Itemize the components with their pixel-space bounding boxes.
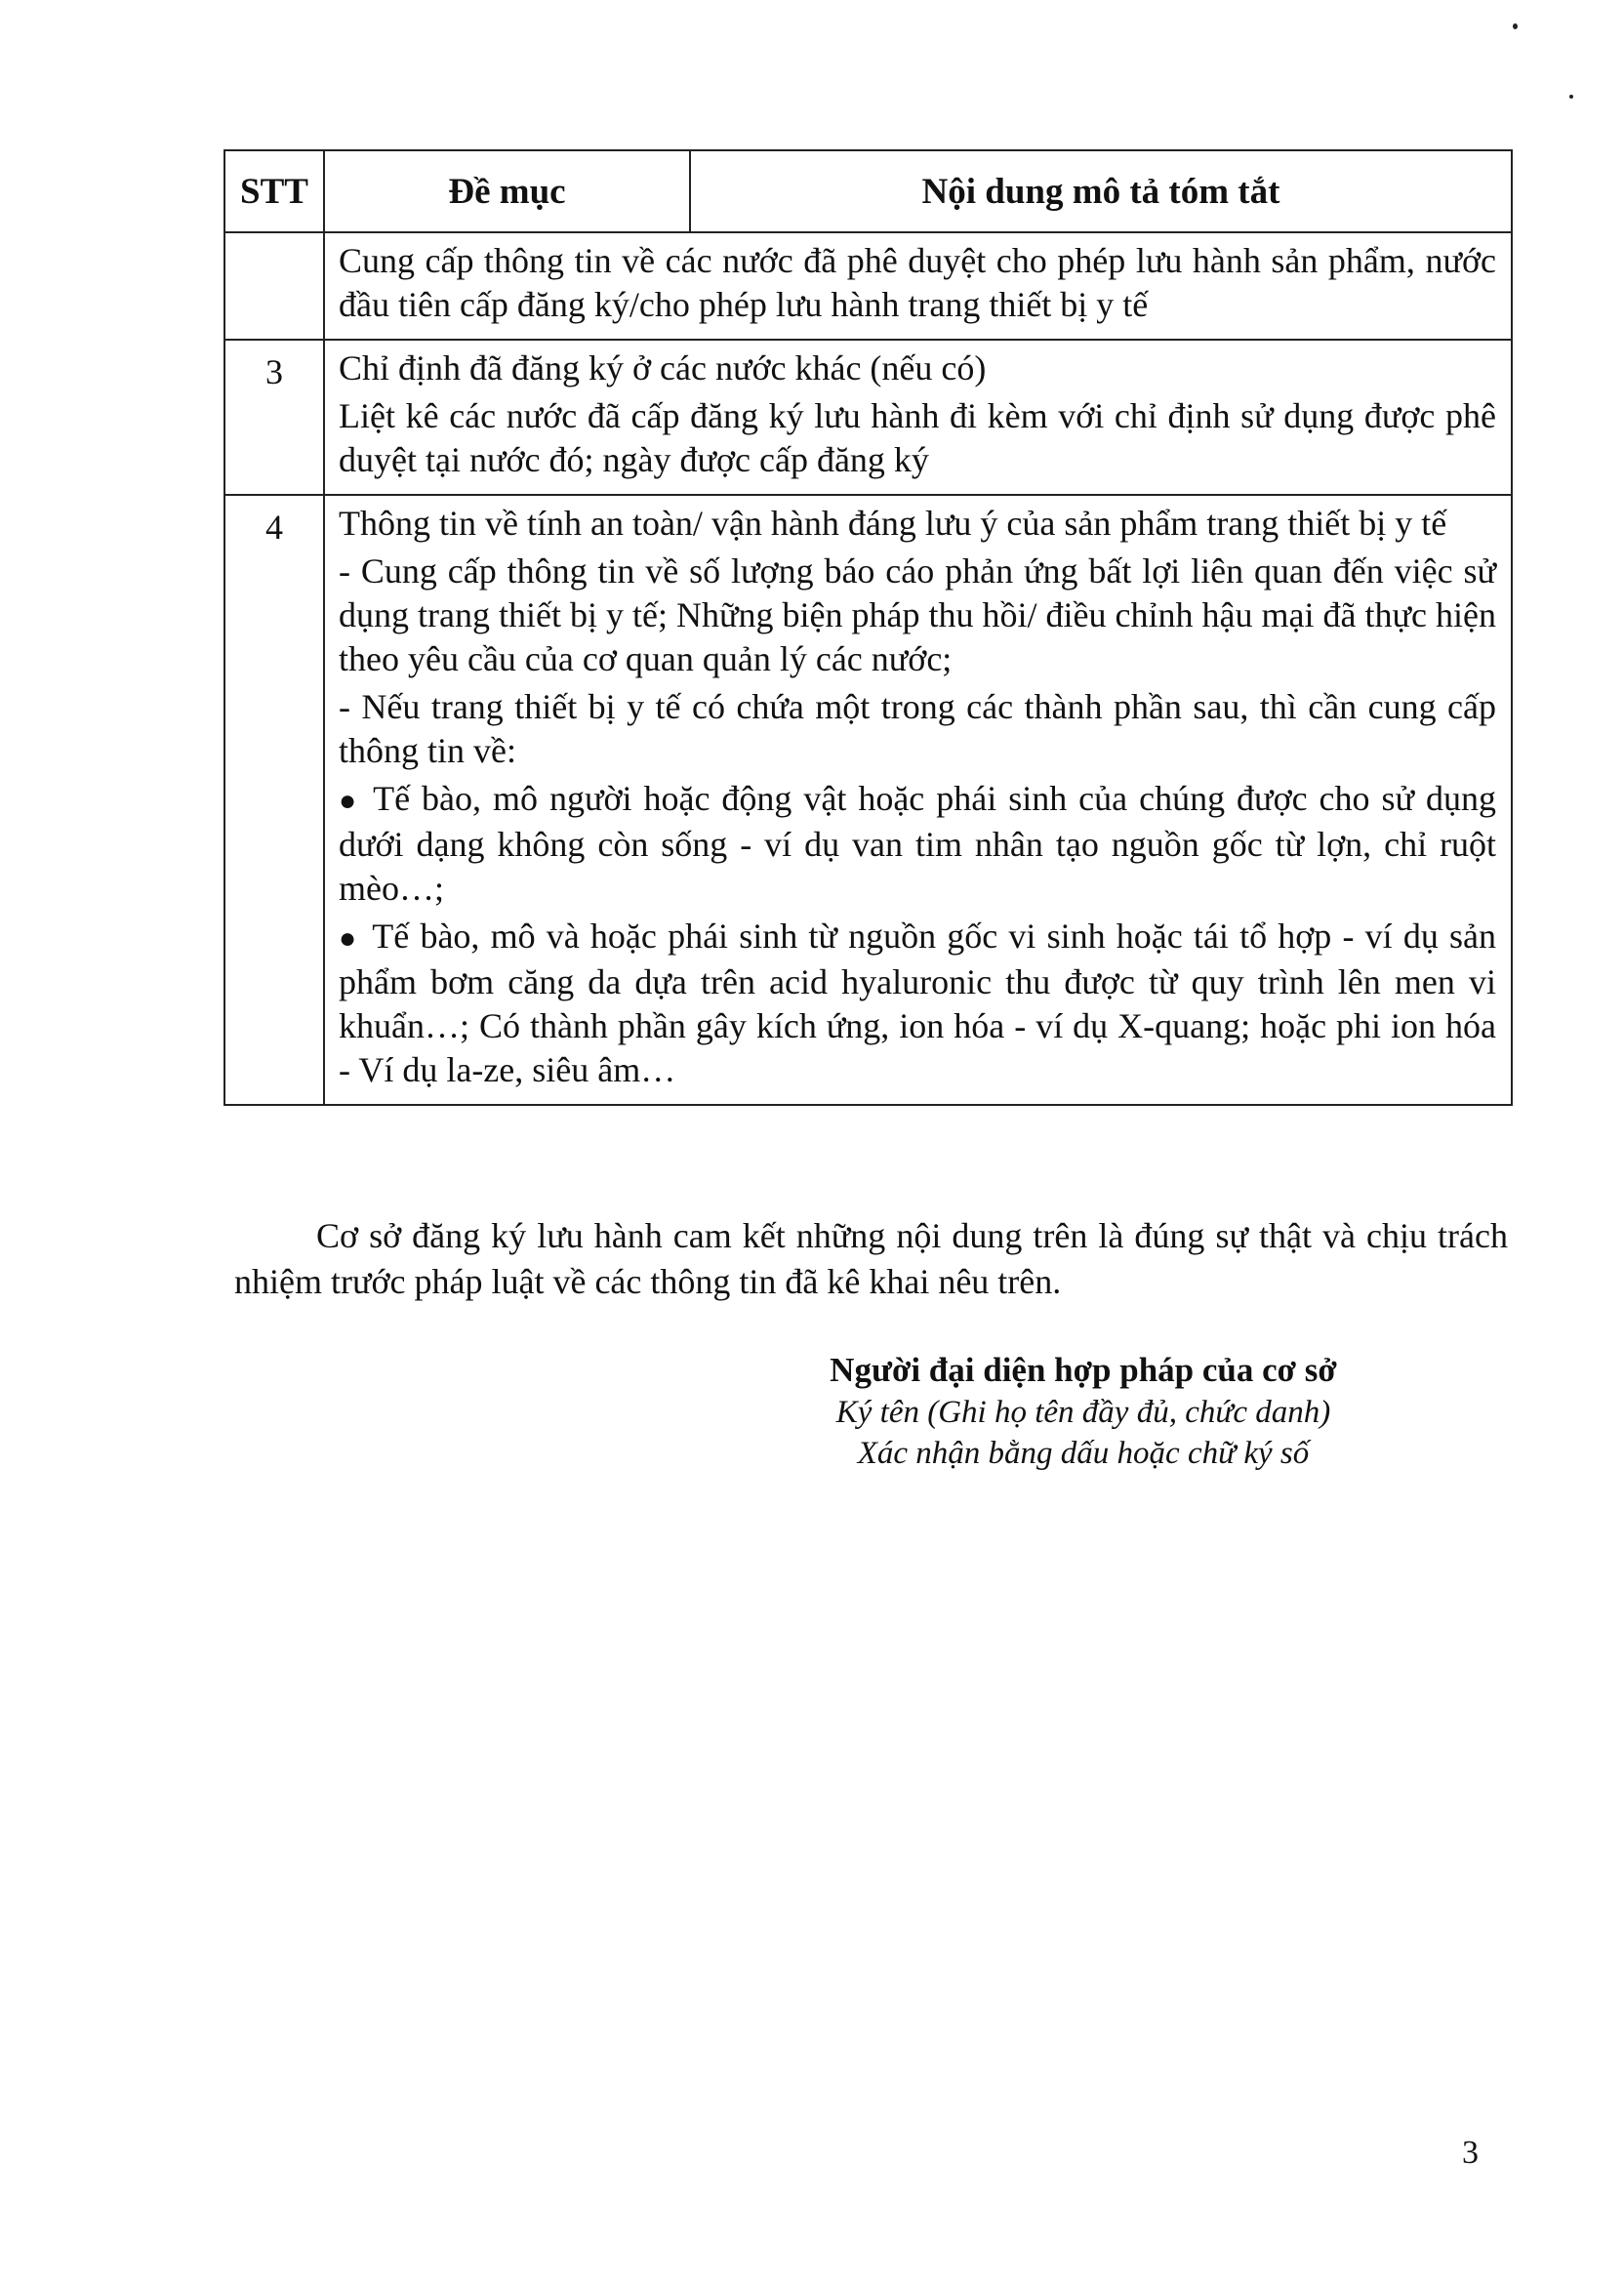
table-header-row: [224, 150, 1512, 232]
bullet-item: [339, 777, 1496, 911]
row-content: [324, 232, 1512, 340]
scan-speck: [1569, 95, 1573, 99]
signature-block: [742, 1349, 1425, 1474]
row-content: [324, 495, 1512, 1105]
table-row: [224, 232, 1512, 340]
row-paragraph: - Cung cấp thông tin về số lượng báo cáo phản ứng bất lợi liên quan đến việc sử dụng trang thiết bị y tế; Những biện pháp thu hồi/ điều chỉnh hậu mại đã thực hiện theo yêu cầu của cơ quan quản lý các nước;: [339, 551, 1496, 678]
signature-instruction: Ký tên (Ghi họ tên đầy đủ, chức danh): [835, 1395, 1331, 1430]
signature-confirmation: Xác nhận bằng dấu hoặc chữ ký số: [857, 1436, 1310, 1471]
row-paragraph: Cung cấp thông tin về các nước đã phê duyệt cho phép lưu hành sản phẩm, nước đầu tiên cấp đăng ký/cho phép lưu hành trang thiết bị y tế: [339, 241, 1496, 324]
header-de-muc: Đề mục: [324, 150, 690, 232]
bullet-text: Tế bào, mô người hoặc động vật hoặc phái sinh của chúng được cho sử dụng dưới dạng không còn sống - ví dụ van tim nhân tạo nguồn gốc từ lợn, chỉ ruột mèo…;: [339, 779, 1496, 908]
row-content: [324, 340, 1512, 495]
row-heading: Thông tin về tính an toàn/ vận hành đáng lưu ý của sản phẩm trang thiết bị y tế: [339, 504, 1447, 543]
page-number: 3: [1462, 2135, 1479, 2171]
bullet-item: [339, 915, 1496, 1092]
row-stt: [224, 232, 324, 340]
summary-table: [223, 149, 1513, 1106]
header-stt: STT: [224, 150, 324, 232]
scan-speck: [1513, 23, 1518, 29]
row-heading: Chỉ định đã đăng ký ở các nước khác (nếu có): [339, 348, 987, 387]
commitment-paragraph: Cơ sở đăng ký lưu hành cam kết những nội dung trên là đúng sự thật và chịu trách nhiệm trước pháp luật về các thông tin đã kê khai nêu trên.: [234, 1216, 1508, 1301]
row-stt: 3: [224, 340, 324, 495]
row-paragraph: Liệt kê các nước đã cấp đăng ký lưu hành đi kèm với chỉ định sử dụng được phê duyệt tại nước đó; ngày được cấp đăng ký: [339, 396, 1496, 479]
table-row: [224, 495, 1512, 1105]
bullet-icon: ●: [339, 922, 359, 955]
bullet-text: Tế bào, mô và hoặc phái sinh từ nguồn gốc vi sinh hoặc tái tổ hợp - ví dụ sản phẩm bơm căng da dựa trên acid hyaluronic thu được từ quy trình lên men vi khuẩn…; Có thành phần gây kích ứng, ion hóa - ví dụ X-quang; hoặc phi ion hóa - Ví dụ la-ze, siêu âm…: [339, 917, 1496, 1089]
row-stt: 4: [224, 495, 324, 1105]
row-paragraph: - Nếu trang thiết bị y tế có chứa một trong các thành phần sau, thì cần cung cấp thông tin về:: [339, 687, 1496, 770]
bullet-icon: ●: [339, 785, 360, 817]
signature-title: Người đại diện hợp pháp của cơ sở: [830, 1351, 1337, 1389]
header-noi-dung: Nội dung mô tả tóm tắt: [690, 150, 1512, 232]
table-row: [224, 340, 1512, 495]
